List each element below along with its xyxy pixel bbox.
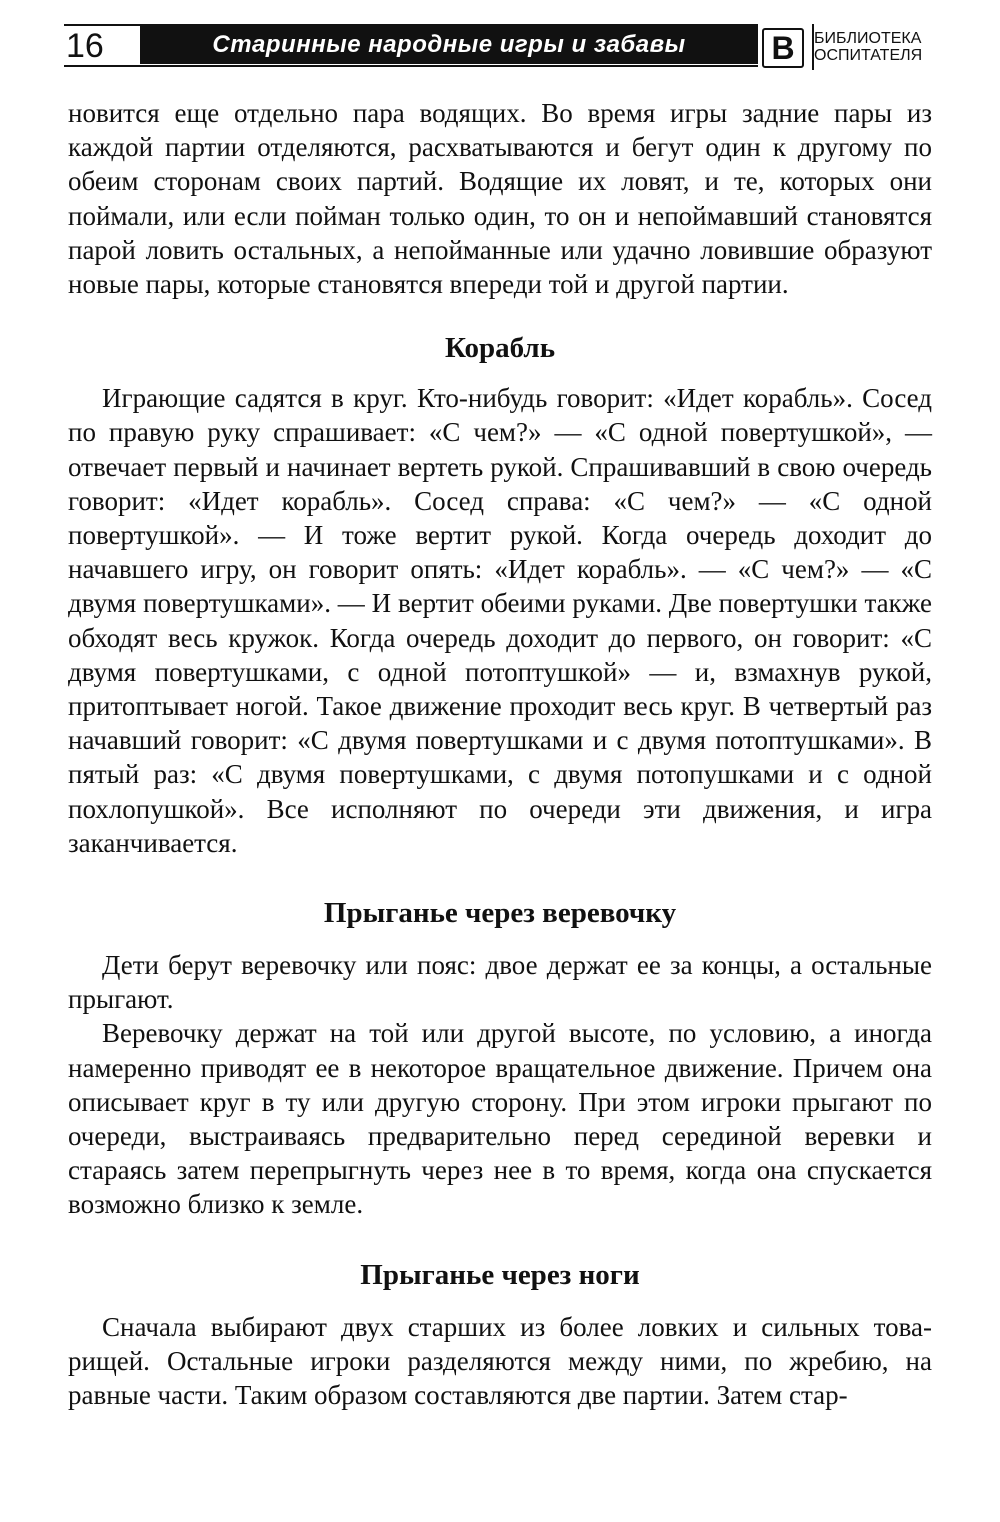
section-paragraph: Дети берут веревочку или пояс: двое держат ее за концы, а остальные прыгают. (68, 950, 932, 1015)
intro-paragraph: новится еще отдельно пара водящих. Во время игры задние пары из каждой партии отделяются, расхватываются и бегут один к другому по обеим сторонам своих партий. Водящие их ловят, и те, которых они поймали, или если пойман только один, то он и непоймавший становятся парой ловить остальных, а непойманные или удачно ловившие образуют новые пары, которые становятся впереди той и другой партии. (68, 98, 932, 300)
series-logo-text (814, 30, 922, 64)
section-paragraph: Играющие садятся в круг. Кто-нибудь говорит: «Идет корабль». Сосед по правую руку спрашивает: «С чем?» — «С одной повертушкой», — отвечает первый и начинает вертеть рукой. Спрашивавший в свою очередь говорит: «Идет корабль». Сосед справа: «С чем?» — «С одной повертушкой». — И тоже вертит рукой. Когда очередь доходит до начавшего игру, он говорит опять: «Идет корабль». — «С чем?» — «С двумя повертушками». — И вертит обеими руками. Две повертушки также обходят весь кружок. Когда очередь доходит до первого, он говорит: «С двумя повертушками, с одной потоптушкой» — и, взмахнув рукой, притоптывает ногой. Такое движение проходит весь круг. В четвертый раз начавший говорит: «С двумя повертушками и с двумя потоптушками». В пятый раз: «С двумя повертушками, с двумя потопушками и с одной похлопушкой». Все исполняют по очереди эти движения, и игра заканчивается. (68, 383, 932, 858)
page-header (64, 24, 938, 72)
series-logo-icon: В (762, 28, 804, 68)
section-heading-rope-jumping: Прыганье через веревочку (323, 897, 677, 930)
header-bottom-rule (64, 65, 758, 67)
running-title: Старинные народные игры и забавы (140, 26, 758, 64)
page-number: 16 (66, 27, 104, 65)
series-logo-line1: БИБЛИОТЕКА (814, 30, 922, 47)
section-heading-leg-jumping: Прыганье через ноги (360, 1258, 640, 1291)
series-logo-line2: ОСПИТАТЕЛЯ (814, 47, 923, 64)
section-heading-korabl: Корабль (444, 332, 556, 365)
page-content (68, 96, 932, 1412)
section-paragraph: Веревочку держат на той или другой высоте, по условию, а иногда намеренно приводят ее в некоторое вращательное движение. Причем она описывает круг в ту или другую сторону. При этом игроки прыгают по очереди, выстраиваясь предварительно перед серединой веревки и стараясь затем перепрыгнуть через нее в то время, когда она спускается возможно близко к земле. (68, 1018, 932, 1220)
section-paragraph: Сначала выбирают двух старших из более ловких и сильных товарищей. Остальные игроки разделяются между ними, по жребию, на равные части. Таким образом составляются две партии. Затем стар- (68, 1311, 932, 1411)
